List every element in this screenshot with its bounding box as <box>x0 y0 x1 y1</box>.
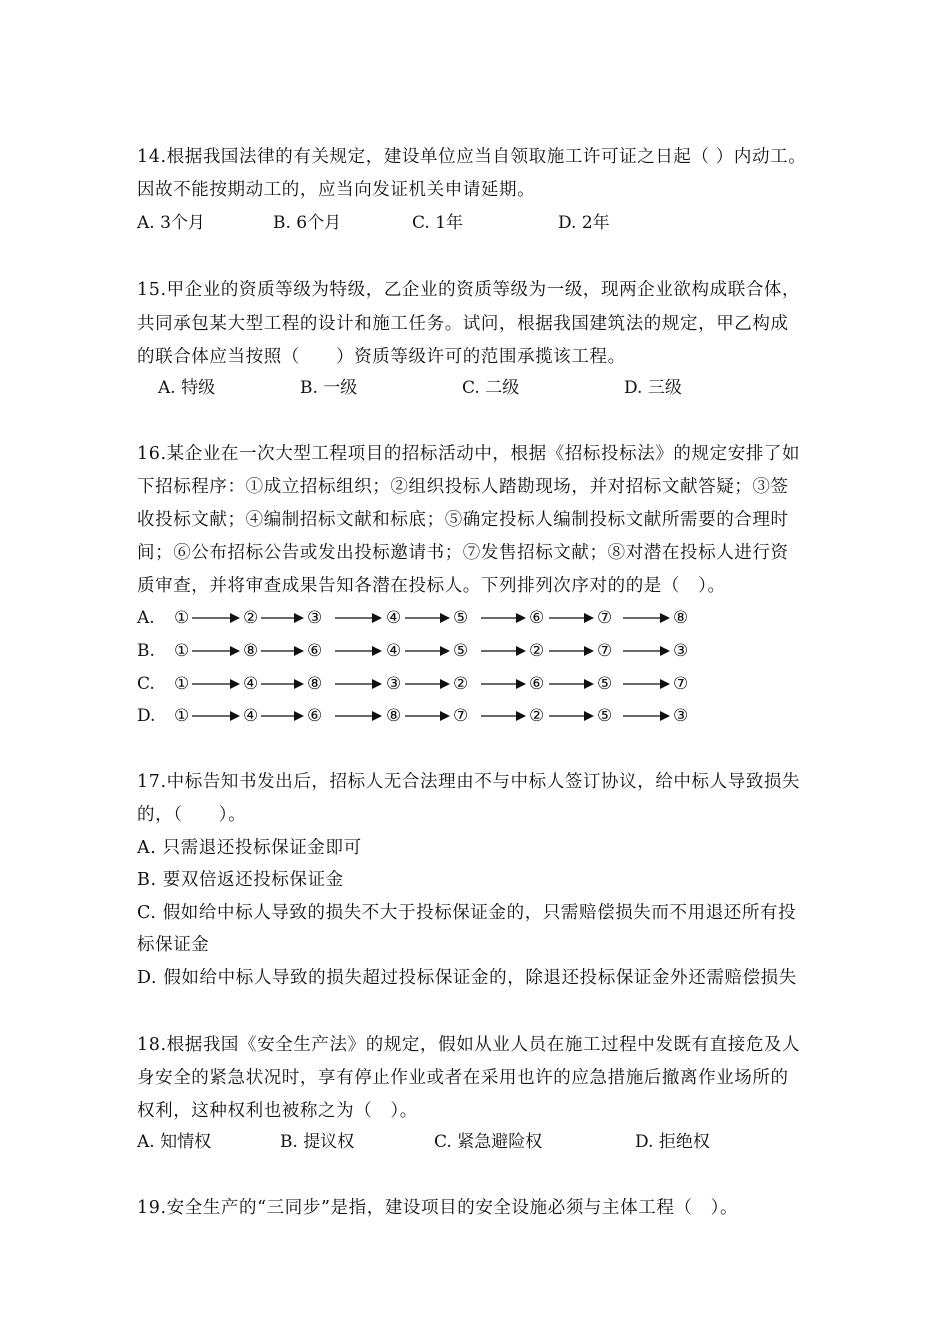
q16-sequence-step: ⑧ <box>243 641 259 661</box>
q16-sequence-step: ④ <box>386 641 402 661</box>
right-arrow-icon <box>549 603 594 633</box>
q14-option-c: C. 1年 <box>412 213 464 233</box>
q18-stem-line2: 身安全的紧急状况时，享有停止作业或者在采用也许的应急措施后撤离作业场所的 <box>137 1068 789 1088</box>
q17-option-a: A. 只需退还投标保证金即可 <box>137 838 362 858</box>
right-arrow-icon <box>192 669 240 699</box>
q16-sequence-step: ① <box>174 674 190 694</box>
q16-sequence-step: ③ <box>307 608 323 628</box>
q17-stem-line1: 17.中标告知书发出后，招标人无合法理由不与中标人签订协议，给中标人导致损失 <box>137 772 801 792</box>
q16-sequence-step: ⑧ <box>307 674 323 694</box>
q15-option-d: D. 三级 <box>624 378 682 398</box>
q16-sequence-step: ④ <box>386 608 402 628</box>
q16-stem-line3: 收投标文献；④编制招标文献和标底；⑤确定投标人编制投标文献所需要的合理时 <box>137 510 789 530</box>
q16-sequence-step: ⑥ <box>529 608 545 628</box>
q17-option-c-line2: 标保证金 <box>137 935 210 955</box>
q16-sequence-step: ⑦ <box>453 706 469 726</box>
right-arrow-icon <box>261 603 304 633</box>
right-arrow-icon <box>192 701 240 731</box>
q14-option-b: B. 6个月 <box>273 213 342 233</box>
right-arrow-icon <box>335 669 382 699</box>
q16-stem-line1: 16.某企业在一次大型工程项目的招标活动中，根据《招标投标法》的规定安排了如 <box>137 444 801 464</box>
right-arrow-icon <box>481 636 526 666</box>
q16-option-label: C. <box>137 674 155 694</box>
q16-option-label: A. <box>137 608 155 628</box>
q15-option-a: A. 特级 <box>158 378 216 398</box>
q14-stem-line2: 因故不能按期动工的，应当向发证机关申请延期。 <box>137 180 536 200</box>
q15-option-c: C. 二级 <box>462 378 520 398</box>
right-arrow-icon <box>192 636 240 666</box>
q16-sequence-step: ① <box>174 608 190 628</box>
q16-sequence-step: ② <box>529 641 545 661</box>
right-arrow-icon <box>623 636 670 666</box>
right-arrow-icon <box>623 701 670 731</box>
q16-sequence-step: ⑥ <box>529 674 545 694</box>
q15-stem-line1: 15.甲企业的资质等级为特级，乙企业的资质等级为一级，现两企业欲构成联合体， <box>137 280 801 300</box>
q17-stem-line2: 的，（ ）。 <box>137 805 247 825</box>
q16-sequence-step: ⑥ <box>307 641 323 661</box>
right-arrow-icon <box>335 701 382 731</box>
q15-option-b: B. 一级 <box>300 378 358 398</box>
q16-option-label: B. <box>137 641 155 661</box>
right-arrow-icon <box>261 636 304 666</box>
right-arrow-icon <box>623 603 670 633</box>
right-arrow-icon <box>481 701 526 731</box>
right-arrow-icon <box>481 603 526 633</box>
q16-sequence-step: ⑤ <box>453 608 469 628</box>
right-arrow-icon <box>623 669 670 699</box>
q16-stem-line2: 下招标程序：①成立招标组织；②组织投标人踏勘现场，并对招标文献答疑；③签 <box>137 477 789 497</box>
q16-sequence-step: ② <box>243 608 259 628</box>
q16-sequence-step: ④ <box>243 706 259 726</box>
q16-sequence-step: ③ <box>673 641 689 661</box>
q16-sequence-step: ⑤ <box>597 674 613 694</box>
right-arrow-icon <box>335 636 382 666</box>
right-arrow-icon <box>261 701 304 731</box>
q16-sequence-step: ⑥ <box>307 706 323 726</box>
right-arrow-icon <box>261 669 304 699</box>
q16-sequence-step: ③ <box>673 706 689 726</box>
q16-sequence-step: ③ <box>386 674 402 694</box>
right-arrow-icon <box>405 603 450 633</box>
q16-sequence-step: ⑦ <box>597 608 613 628</box>
q19-stem-line1: 19.安全生产的“三同步”是指，建设项目的安全设施必须与主体工程（ ）。 <box>137 1198 739 1218</box>
q18-stem-line1: 18.根据我国《安全生产法》的规定，假如从业人员在施工过程中发既有直接危及人 <box>137 1035 801 1055</box>
q16-stem-line4: 间；⑥公布招标公告或发出投标邀请书；⑦发售招标文献；⑧对潜在投标人进行资 <box>137 543 789 563</box>
right-arrow-icon <box>481 669 526 699</box>
q17-option-b: B. 要双倍返还投标保证金 <box>137 870 344 890</box>
q16-sequence-step: ⑧ <box>386 706 402 726</box>
q16-sequence-step: ② <box>453 674 469 694</box>
right-arrow-icon <box>549 669 594 699</box>
q18-option-a: A. 知情权 <box>137 1132 212 1152</box>
right-arrow-icon <box>549 701 594 731</box>
q16-sequence-step: ⑧ <box>673 608 689 628</box>
q16-sequence-step: ② <box>529 706 545 726</box>
q14-option-d: D. 2年 <box>558 213 610 233</box>
q14-stem-line1: 14.根据我国法律的有关规定，建设单位应当自领取施工许可证之日起（ ）内动工。 <box>137 147 807 167</box>
q16-sequence-step: ① <box>174 641 190 661</box>
q15-stem-line2: 共同承包某大型工程的设计和施工任务。试问，根据我国建筑法的规定，甲乙构成 <box>137 314 789 334</box>
q16-option-label: D. <box>137 706 156 726</box>
q16-sequence-step: ⑤ <box>453 641 469 661</box>
q17-option-c-line1: C. 假如给中标人导致的损失不大于投标保证金的，只需赔偿损失而不用退还所有投 <box>137 903 797 923</box>
q16-sequence-step: ⑤ <box>597 706 613 726</box>
right-arrow-icon <box>549 636 594 666</box>
q18-option-b: B. 提议权 <box>280 1132 355 1152</box>
q17-option-d: D. 假如给中标人导致的损失超过投标保证金的，除退还投标保证金外还需赔偿损失 <box>137 968 797 988</box>
q18-stem-line3: 权利，这种权利也被称之为（ ）。 <box>137 1101 418 1121</box>
q18-option-c: C. 紧急避险权 <box>434 1132 543 1152</box>
q16-sequence-step: ④ <box>243 674 259 694</box>
right-arrow-icon <box>405 701 450 731</box>
q15-stem-line3: 的联合体应当按照（ ）资质等级许可的范围承揽该工程。 <box>137 347 626 367</box>
q14-option-a: A. 3个月 <box>137 213 205 233</box>
right-arrow-icon <box>192 603 240 633</box>
q18-option-d: D. 拒绝权 <box>635 1132 710 1152</box>
q16-sequence-step: ① <box>174 706 190 726</box>
right-arrow-icon <box>405 636 450 666</box>
q16-sequence-step: ⑦ <box>597 641 613 661</box>
right-arrow-icon <box>405 669 450 699</box>
right-arrow-icon <box>335 603 382 633</box>
q16-stem-line5: 质审查，并将审查成果告知各潜在投标人。下列排列次序对的的是（ ）。 <box>137 576 726 596</box>
q16-sequence-step: ⑦ <box>673 674 689 694</box>
